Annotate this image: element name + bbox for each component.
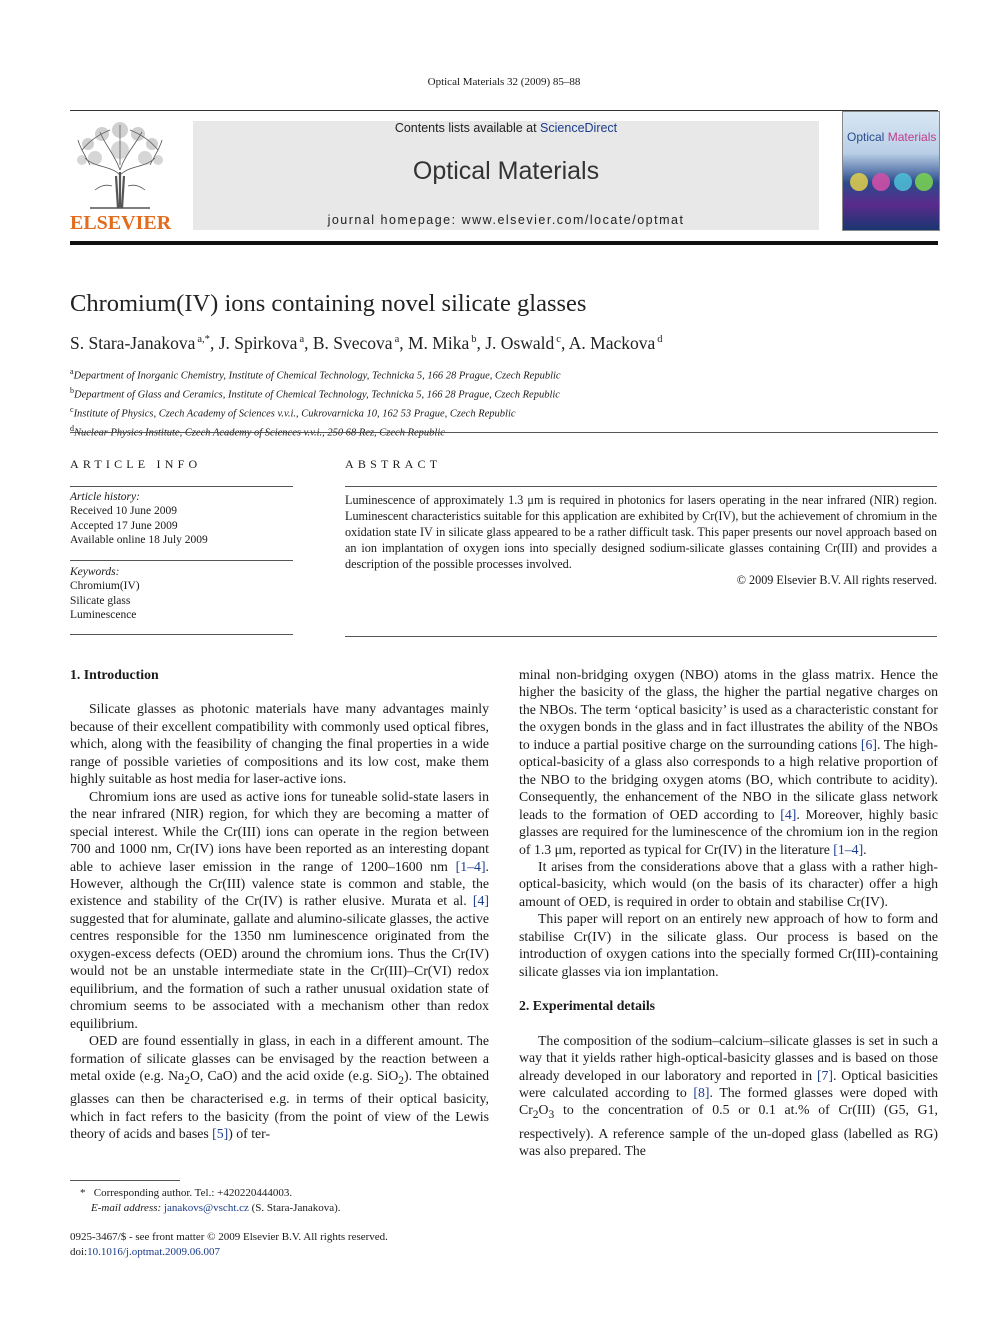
contents-line bbox=[193, 121, 819, 135]
body-right-column bbox=[519, 666, 938, 1160]
citation-link[interactable]: [4] bbox=[780, 806, 797, 822]
text-span: suggested that for aluminate, gallate and alumino-silicate glasses, the active centres responsible for the 1350 nm luminescence originated from the oxygen-excess defects (OED) around the chromium ions. Thus the Cr(IV) would not be an unstable intermediate state in the Cr(III)–Cr(VI) redox equilibrium, and the formation of such a rather unusual oxidation state of chromium seems to be associated with a mechanism other than redox equilibrium. bbox=[70, 910, 489, 1031]
cover-title-b: Materials bbox=[887, 130, 937, 144]
doi-label: doi: bbox=[70, 1246, 88, 1258]
email-line bbox=[70, 1201, 341, 1216]
affiliation-marker: d bbox=[70, 424, 74, 433]
subscript: 2 bbox=[398, 1074, 405, 1087]
history-received: Received 10 June 2009 bbox=[70, 505, 177, 518]
paragraph bbox=[70, 788, 489, 1032]
keyword-item: Chromium(IV) bbox=[70, 580, 140, 593]
journal-title: Optical Materials bbox=[412, 157, 600, 185]
author-separator: , bbox=[399, 333, 408, 353]
contents-prefix: Contents lists available at bbox=[394, 121, 541, 135]
affiliation-item bbox=[70, 403, 561, 422]
author-name[interactable]: A. Mackova bbox=[568, 333, 656, 353]
header-rule-top bbox=[70, 110, 938, 111]
author-name[interactable]: B. Svecova bbox=[312, 333, 393, 353]
cover-title bbox=[847, 130, 936, 144]
abstract-body bbox=[345, 486, 937, 588]
affiliation-text: Department of Inorganic Chemistry, Institute of Chemical Technology, Technicka 5, 166 28 Prague, Czech Republic bbox=[73, 370, 561, 382]
affiliation-marker: a bbox=[70, 367, 74, 376]
corresponding-text: Corresponding author. Tel.: +420220444003. bbox=[93, 1187, 293, 1199]
section-heading-experimental: 2. Experimental details bbox=[519, 998, 656, 1014]
author-separator: , bbox=[209, 333, 219, 353]
citation-link[interactable]: [8] bbox=[693, 1084, 710, 1100]
body-left-column bbox=[70, 666, 489, 1143]
footnote-marker: * bbox=[80, 1187, 86, 1199]
author-affiliation-marker: b bbox=[471, 334, 477, 346]
author-affiliation-marker: a bbox=[299, 334, 305, 346]
author-affiliation-marker: a bbox=[394, 334, 400, 346]
page-footer bbox=[70, 1230, 388, 1260]
affiliation-rule bbox=[70, 432, 938, 433]
citation-link[interactable]: [6] bbox=[860, 736, 877, 752]
affiliation-marker: c bbox=[70, 405, 74, 414]
journal-banner bbox=[193, 121, 819, 230]
corresponding-author bbox=[70, 1186, 341, 1201]
paragraph bbox=[519, 1032, 938, 1160]
text-span: The composition of the sodium–calcium–silicate glasses is set in such a way that it yields rather high-optical-basicity glasses and is based on those already developed in our laboratory and reported in bbox=[519, 1032, 938, 1083]
affiliation-marker: b bbox=[70, 386, 74, 395]
doi-link[interactable]: 10.1016/j.optmat.2009.06.007 bbox=[87, 1246, 221, 1258]
text-span: to the concentration of 0.5 or 0.1 at.% of Cr(III) (G5, G1, respectively). A reference sample of the un-doped glass (labelled as RG) was also prepared. The bbox=[519, 1102, 938, 1159]
article-info-rule-bottom bbox=[70, 634, 293, 635]
abstract bbox=[345, 457, 937, 588]
journal-cover-thumbnail bbox=[842, 111, 940, 231]
text-span: . Moreover, highly basic glasses are required for the luminescence of the chromium ion in the region of 1.3 μm, reported as typical for Cr(IV) in the literature bbox=[519, 806, 938, 857]
subscript: 2 bbox=[532, 1109, 539, 1122]
text-span: ). The obtained glasses can then be characterised e.g. in terms of their optical basicity, which in fact refers to the basicity (from the point of view of the Lewis theory of acids and bases bbox=[70, 1067, 489, 1142]
elsevier-wordmark: ELSEVIER bbox=[70, 212, 172, 234]
keywords-label: Keywords: bbox=[70, 566, 120, 579]
text-span: . However, although the Cr(III) valence state is common and stable, the existence and stability of the Cr(IV) is rather elusive. Murata et al. bbox=[70, 858, 489, 909]
paragraph bbox=[519, 666, 938, 858]
text-span: O bbox=[538, 1102, 549, 1118]
history-online: Available online 18 July 2009 bbox=[70, 533, 208, 546]
affiliation-text: Nuclear Physics Institute, Czech Academy of Sciences v.v.i., 250 68 Rez, Czech Republic bbox=[74, 427, 445, 439]
journal-citation: Optical Materials 32 (2009) 85–88 bbox=[427, 76, 581, 88]
text-span: Chromium ions are used as active ions for tuneable solid-state lasers in the near infrared (NIR) region, for which they are becoming a matter of special interest. While the Cr(III) ions can operate in the region between 700 and 1000 nm, Cr(IV) ions have been reported as an interesting dopant able to achieve laser emission in the range of 1200–1600 nm bbox=[70, 788, 489, 874]
affiliation-text: Department of Glass and Ceramics, Institute of Chemical Technology, Technicka 5, 166 28 Prague, Czech Republic bbox=[74, 389, 560, 401]
paragraph: This paper will report on an entirely new approach of how to form and stabilise Cr(IV) in the silicate glass. Our process is based on the introduction of oxygen cations into the specially formed Cr(III)-containing silicate glasses via ion implantation. bbox=[519, 911, 938, 979]
article-history bbox=[70, 486, 293, 547]
copyright-line: © 2009 Elsevier B.V. All rights reserved. bbox=[736, 573, 937, 587]
affiliation-text: Institute of Physics, Czech Academy of Sciences v.v.i., Cukrovarnicka 10, 162 53 Prague, Czech Republic bbox=[73, 408, 516, 420]
sciencedirect-link[interactable]: ScienceDirect bbox=[540, 121, 618, 135]
footnote bbox=[70, 1186, 341, 1216]
keywords bbox=[70, 560, 293, 622]
article-title: Chromium(IV) ions containing novel silicate glasses bbox=[70, 290, 587, 317]
history-accepted: Accepted 17 June 2009 bbox=[70, 519, 178, 532]
email-label: E-mail address: bbox=[91, 1202, 162, 1214]
header-rule-thick bbox=[70, 241, 938, 245]
author-name[interactable]: M. Mika bbox=[408, 333, 470, 353]
author-name[interactable]: J. Oswald bbox=[485, 333, 555, 353]
abstract-text: Luminescence of approximately 1.3 μm is required in photonics for lasers operating in the near infrared (NIR) region. Luminescent characteristics suitable for this application are exhibited by Cr(IV), but the achievement of chromium in the oxidation state IV in silicate glass appeared to be a rather difficult task. This paper presents our novel approach based on an ion implantation of oxygen ions into specially designed sodium-silicate glasses containing Cr(III) and provides a description of the possible processes involved. bbox=[345, 493, 937, 571]
author-separator: , bbox=[304, 333, 313, 353]
author-separator: , bbox=[476, 333, 486, 353]
issn-line: 0925-3467/$ - see front matter © 2009 Elsevier B.V. All rights reserved. bbox=[70, 1231, 388, 1243]
journal-homepage[interactable]: journal homepage: www.elsevier.com/locate/optmat bbox=[327, 213, 685, 227]
doi-line bbox=[70, 1245, 388, 1260]
keyword-item: Luminescence bbox=[70, 609, 137, 622]
author-affiliation-marker: c bbox=[556, 334, 561, 346]
elsevier-tree-icon bbox=[70, 120, 170, 212]
affiliation-item bbox=[70, 365, 561, 384]
citation-link[interactable]: [7] bbox=[816, 1067, 834, 1083]
section-heading-introduction: 1. Introduction bbox=[70, 667, 159, 682]
paragraph: Silicate glasses as photonic materials have many advantages mainly because of their excellent compatibility with commonly used optical fibres, which, along with the feasibility of changing the final properties in a wide range of possible varieties of compositions and its low cost, make them highly suitable as host media for laser-active ions. bbox=[70, 701, 489, 787]
subscript: 3 bbox=[548, 1109, 555, 1122]
affiliation-item bbox=[70, 384, 561, 403]
text-span: . The formed glasses were doped with Cr bbox=[519, 1084, 938, 1118]
abstract-rule-bottom bbox=[345, 636, 937, 637]
email-owner: (S. Stara-Janakova). bbox=[248, 1202, 341, 1214]
citation-link[interactable]: [4] bbox=[472, 893, 489, 909]
text-span: OED are found essentially in glass, in each in a different amount. The formation of silicate glasses can be envisaged by the reaction between a metal oxide (e.g. Na bbox=[70, 1033, 489, 1083]
text-span: . Optical basicities were calculated according to bbox=[519, 1067, 938, 1100]
citation-link[interactable]: [1–4] bbox=[833, 841, 864, 857]
author-affiliation-marker: a,* bbox=[197, 334, 210, 346]
paragraph: It arises from the considerations above that a glass with a rather high-optical-basicity, which would (on the basis of its character) offer a high amount of OED, is required in order to obtain and stabilise Cr(IV). bbox=[519, 858, 938, 909]
text-span: ) of ter- bbox=[228, 1126, 271, 1142]
text-span: . bbox=[863, 841, 867, 857]
author-name[interactable]: J. Spirkova bbox=[218, 333, 298, 353]
author-name[interactable]: S. Stara-Janakova bbox=[70, 333, 196, 353]
elsevier-logo bbox=[70, 120, 170, 232]
text-span: . The high-optical-basicity of a glass also corresponds to a high relative proportion of the NBO to the bridging oxygen atoms (BO, which contribute to acidity). Consequently, the enhancement of the NBO in the silicate glass network leads to the formation of OED according to bbox=[519, 736, 938, 822]
text-span: minal non-bridging oxygen (NBO) atoms in the glass matrix. Hence the higher the basicity of the glass, the higher the partial negative charges on the NBOs. The term ‘optical basicity’ is used as a characteristic constant for the oxygen bonds in the glass and in fact illustrates the ability of the NBOs to induce a partial positive charge on the surrounding cations bbox=[519, 667, 939, 752]
history-label: Article history: bbox=[70, 491, 140, 503]
subscript: 2 bbox=[184, 1074, 190, 1087]
citation-link[interactable]: [1–4] bbox=[455, 858, 486, 874]
author-separator: , bbox=[560, 333, 569, 353]
footnote-rule bbox=[70, 1180, 180, 1181]
cover-image-icon bbox=[847, 170, 935, 194]
article-info-heading: ARTICLE INFO bbox=[70, 457, 202, 471]
affiliations bbox=[70, 365, 561, 441]
keyword-item: Silicate glass bbox=[70, 594, 131, 607]
abstract-heading: ABSTRACT bbox=[345, 457, 442, 471]
article-info bbox=[70, 457, 293, 635]
text-span: O, CaO) and the acid oxide (e.g. SiO bbox=[189, 1067, 399, 1083]
email-link[interactable]: janakovs@vscht.cz bbox=[163, 1202, 249, 1214]
author-affiliation-marker: d bbox=[657, 334, 663, 346]
paragraph bbox=[70, 1032, 489, 1142]
author-list bbox=[70, 333, 663, 354]
citation-link[interactable]: [5] bbox=[212, 1126, 229, 1142]
cover-title-a: Optical bbox=[847, 130, 885, 144]
